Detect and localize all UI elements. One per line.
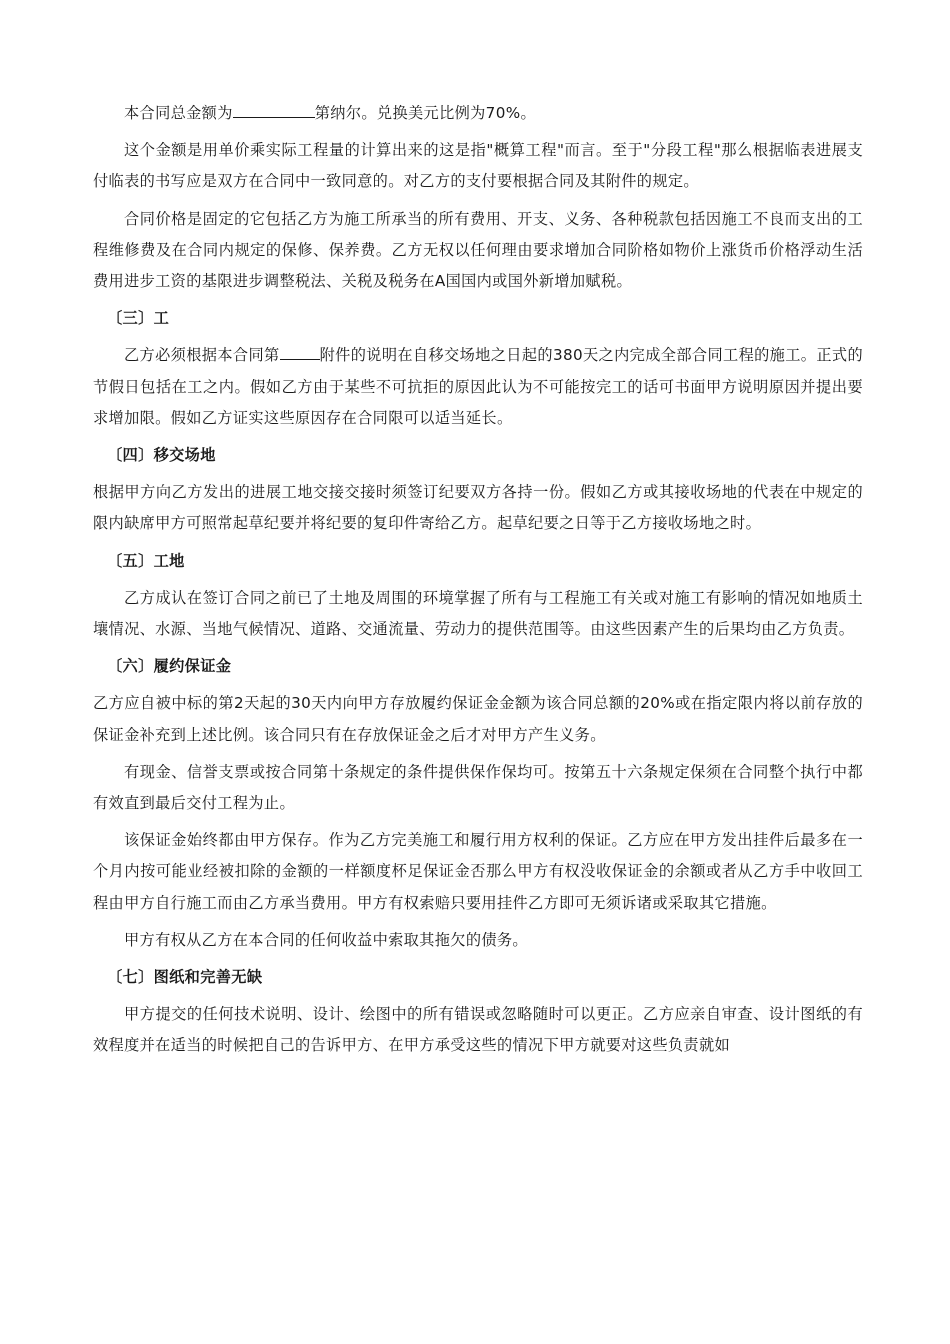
paragraph-total-amount <box>93 98 863 129</box>
section-heading-4: 〔四〕移交场地 <box>107 446 216 465</box>
paragraph-drawings: 甲方提交的任何技术说明、设计、绘图中的所有错误或忽略随时可以更正。乙方应亲自审查、设计图纸的有效程度并在适当的时候把自己的告诉甲方、在甲方承受这些的情况下甲方就要对这些负责就如 <box>93 1005 863 1055</box>
paragraph-bond-forms: 有现金、信誉支票或按合同第十条规定的条件提供保作保均可。按第五十六条规定保须在合同整个执行中都有效直到最后交付工程为止。 <box>93 762 863 813</box>
section-heading-3: 〔三〕工 <box>107 309 170 328</box>
paragraph-contract-price: 合同价格是固定的它包括乙方为施工所承当的所有费用、开支、义务、各种税款包括因施工不良而支出的工程维修费及在合同内规定的保修、保养费。乙方无权以任何理由要求增加合同阶格如物价上涨货币价格浮动生活费用进步工资的基限进步调整税法、关税及税务在A国国内或国外新增加赋税。 <box>93 209 863 291</box>
completion-text-after: 附件的说明在自移交场地之日起的380天之内完成全部合同工程的施工。正式的节假日包括在工之内。假如乙方由于某些不可抗拒的原因此认为不可能按完工的话可书面甲方说明原因并提出要求增加限。假如乙方证实这些原因存在合同限可以适当延长。 <box>93 346 864 427</box>
completion-text-before: 乙方必须根据本合同第 <box>124 346 280 365</box>
paragraph-amount-calculation: 这个金额是用单价乘实际工程量的计算出来的这是指"概算工程"而言。至于"分段工程"那么根据临表进展支付临表的书写应是双方在合同中一致同意的。对乙方的支付要根据合同及其附件的规定。 <box>93 141 863 191</box>
total-amount-text-after: 第纳尔。兑换美元比例为70%。 <box>314 104 537 122</box>
total-amount-blank <box>233 100 315 118</box>
paragraph-completion-period <box>93 340 863 434</box>
total-amount-text-before: 本合同总金额为 <box>124 104 233 122</box>
paragraph-site-conditions: 乙方成认在签订合同之前已了土地及周围的环境掌握了所有与工程施工有关或对施工有影响的情况如地质土壤情况、水源、当地气候情况、道路、交通流量、劳动力的提供范围等。由这些因素产生的后果均由乙方负责。 <box>93 588 863 639</box>
paragraph-site-handover: 根据甲方向乙方发出的进展工地交接交接时须签订纪要双方各持一份。假如乙方或其接收场地的代表在中规定的限内缺席甲方可照常起草纪要并将纪要的复印件寄给乙方。起草纪要之日等于乙方接收场地之时。 <box>93 483 863 533</box>
section-heading-6: 〔六〕履约保证金 <box>107 657 232 676</box>
section-heading-5: 〔五〕工地 <box>107 551 185 570</box>
appendix-number-blank <box>280 342 320 360</box>
section-heading-7: 〔七〕图纸和完善无缺 <box>107 968 263 987</box>
paragraph-bond-custody: 该保证金始终都由甲方保存。作为乙方完美施工和履行用方权利的保证。乙方应在甲方发出挂件后最多在一个月内按可能业经被扣除的金额的一样额度杯足保证金否那么甲方有权没收保证金的余额或者从乙方手中收回工程由甲方自行施工而由乙方承当费用。甲方有权索赔只要用挂件乙方即可无须诉诸或采取其它措施。 <box>93 831 863 912</box>
paragraph-performance-bond: 乙方应自被中标的第2天起的30天内向甲方存放履约保证金金额为该合同总额的20%或在指定限内将以前存放的保证金补充到上述比例。该合同只有在存放保证金之后才对甲方产生义务。 <box>93 694 863 744</box>
document-body <box>93 98 863 1068</box>
paragraph-debt-recovery: 甲方有权从乙方在本合同的任何收益中索取其拖欠的债务。 <box>124 930 528 949</box>
